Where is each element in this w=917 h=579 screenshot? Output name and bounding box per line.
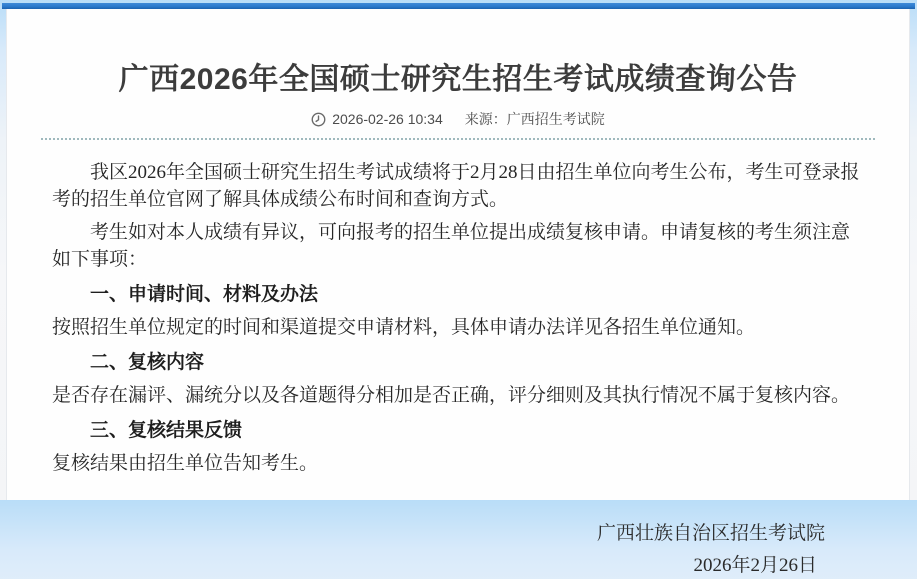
article-page <box>6 9 910 576</box>
signature-block <box>52 520 867 579</box>
signature-organization: 广西壮族自治区招生考试院 <box>596 523 825 544</box>
publish-datetime: 2026-02-26 10:34 <box>332 111 443 127</box>
body-paragraph: 按照招生单位规定的时间和渠道提交申请材料，具体申请办法详见各招生单位通知。 <box>52 317 756 338</box>
section-heading-2: 二、复核内容 <box>90 352 205 373</box>
section-heading-1: 一、申请时间、材料及办法 <box>90 284 319 305</box>
body-paragraph: 我区2026年全国硕士研究生招生考试成绩将于2月28日由招生单位向考生公布，考生可登录报考的招生单位官网了解具体成绩公布时间和查询方式。 <box>52 162 860 210</box>
source-label: 来源：广西招生考试院 <box>464 111 605 127</box>
clock-icon <box>311 112 326 127</box>
signature-date: 2026年2月26日 <box>693 555 817 576</box>
article-meta <box>7 109 909 129</box>
body-paragraph: 考生如对本人成绩有异议，可向报考的招生单位提出成绩复核申请。申请复核的考生须注意如下事项： <box>52 222 851 270</box>
article-body <box>7 140 909 579</box>
section-heading-3: 三、复核结果反馈 <box>90 420 243 441</box>
page-title: 广西2026年全国硕士研究生招生考试成绩查询公告 <box>118 63 798 96</box>
body-paragraph: 复核结果由招生单位告知考生。 <box>52 453 319 474</box>
body-paragraph: 是否存在漏评、漏统分以及各道题得分相加是否正确，评分细则及其执行情况不属于复核内容。 <box>52 385 851 406</box>
